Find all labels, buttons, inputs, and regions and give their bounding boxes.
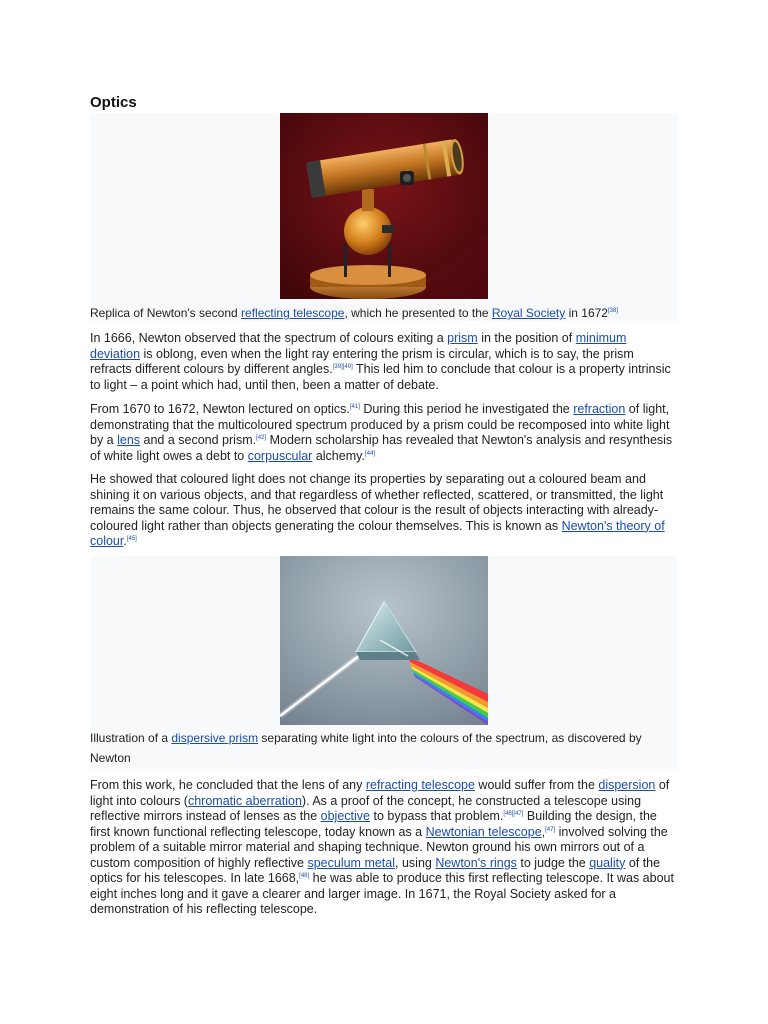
- text: in the position of: [477, 331, 576, 345]
- link-corpuscular[interactable]: corpuscular: [247, 448, 313, 463]
- reference-link[interactable]: [38]: [607, 308, 618, 314]
- caption-text: separating white light into the colours of the spectrum, as discovered by Newton: [90, 731, 642, 765]
- prism-image[interactable]: [280, 556, 488, 725]
- figure-caption: [90, 303, 678, 323]
- text: From this work, he concluded that the lens of any: [90, 778, 366, 792]
- link-dispersion[interactable]: dispersion: [598, 778, 656, 792]
- link-newtonian-telescope[interactable]: Newtonian telescope: [425, 824, 542, 839]
- text: Modern scholarship has revealed that Newton's analysis and resynthesis of white light owes a debt to: [90, 433, 673, 463]
- text: to bypass that problem.: [370, 809, 504, 823]
- text: Building the design, the first known functional reflecting telescope, today known as a: [90, 809, 657, 839]
- link-speculum-metal[interactable]: speculum metal: [307, 855, 396, 870]
- paragraph: [90, 331, 678, 393]
- paragraph: [90, 778, 678, 918]
- text: of light into colours (: [90, 778, 670, 808]
- caption-text: Replica of Newton's second: [90, 306, 242, 320]
- link-refracting-telescope[interactable]: refracting telescope: [365, 778, 475, 792]
- link-royal-society[interactable]: Royal Society: [491, 306, 566, 320]
- telescope-figure: [90, 113, 678, 321]
- text: This led him to conclude that colour is a property intrinsic to light – a point which had, until then, been a matter of debate.: [90, 362, 671, 392]
- text: is oblong, even when the light ray entering the prism is circular, which is to say, the prism refracts different colours by different angles.: [90, 346, 634, 376]
- text: to judge the: [516, 855, 590, 870]
- reference-link[interactable]: [46]: [503, 810, 514, 817]
- paragraph: [90, 402, 678, 464]
- text: ). As a proof of the concept, he constructed a telescope using reflective mirrors instead of lenses as the: [90, 793, 642, 823]
- reference-link[interactable]: [39][40]: [332, 363, 353, 370]
- telescope-image[interactable]: [280, 113, 488, 299]
- caption-text: in 1672: [565, 306, 608, 320]
- text: would suffer from the: [474, 778, 599, 792]
- reference-link[interactable]: [47]: [513, 810, 524, 817]
- reference-link[interactable]: [45]: [126, 535, 137, 542]
- text: alchemy.: [312, 448, 365, 463]
- reference-link[interactable]: [47]: [545, 826, 556, 833]
- link-objective[interactable]: objective: [320, 809, 370, 823]
- link-dispersive-prism[interactable]: dispersive prism: [171, 731, 259, 745]
- text: .: [123, 534, 127, 548]
- section-heading: Optics: [90, 94, 137, 111]
- reference-link[interactable]: [48]: [299, 872, 310, 879]
- caption-text: , which he presented to the: [344, 306, 492, 320]
- link-prism[interactable]: prism: [447, 331, 478, 345]
- text: ,: [541, 824, 546, 839]
- link-lens[interactable]: lens: [117, 433, 141, 447]
- text: During this period he investigated the: [359, 402, 574, 416]
- reference-link[interactable]: [42]: [256, 434, 267, 441]
- text: From 1670 to 1672, Newton lectured on optics.: [90, 402, 350, 416]
- figure-caption: [90, 728, 678, 768]
- link-reflecting-telescope[interactable]: reflecting telescope: [241, 306, 345, 320]
- reference-link[interactable]: [44]: [364, 450, 375, 457]
- link-refraction[interactable]: refraction: [573, 402, 626, 416]
- paragraph: [90, 472, 678, 550]
- prism-figure: [90, 556, 678, 769]
- link-quality[interactable]: quality: [589, 855, 626, 870]
- text: of light, demonstrating that the multicoloured spectrum produced by a prism could be recomposed into white light by a: [90, 402, 670, 447]
- text: , using: [395, 855, 436, 870]
- text: In 1666, Newton observed that the spectrum of colours exiting a: [90, 331, 448, 345]
- text: he was able to produce this first reflecting telescope. It was about eight inches long and it gave a clearer and larger image. In 1671, the Royal Society asked for a demonstration of his reflecting telescope.: [90, 871, 674, 916]
- text: of the optics for his telescopes. In late 1668,: [90, 855, 661, 885]
- text: and a second prism.: [140, 433, 257, 447]
- reference-link[interactable]: [41]: [349, 403, 360, 410]
- link-minimum-deviation[interactable]: minimum deviation: [90, 331, 627, 361]
- text: He showed that coloured light does not change its properties by separating out a coloured beam and shining it on various objects, and that regardless of whether reflected, scattered, or transmitted, the light remains the same colour. Thus, he observed that colour is the result of objects interacting with already-coloured light rather than objects generating the colour themselves. This is known as: [90, 472, 664, 533]
- link-newtons-theory-of-colour[interactable]: Newton's theory of colour: [90, 518, 665, 548]
- text: involved solving the problem of a suitable mirror material and shaping technique. Newton ground his own mirrors out of a custom composition of highly reflective: [90, 824, 668, 870]
- link-chromatic-aberration[interactable]: chromatic aberration: [187, 793, 302, 808]
- link-newtons-rings[interactable]: Newton's rings: [435, 855, 517, 870]
- caption-text: Illustration of a: [90, 731, 172, 745]
